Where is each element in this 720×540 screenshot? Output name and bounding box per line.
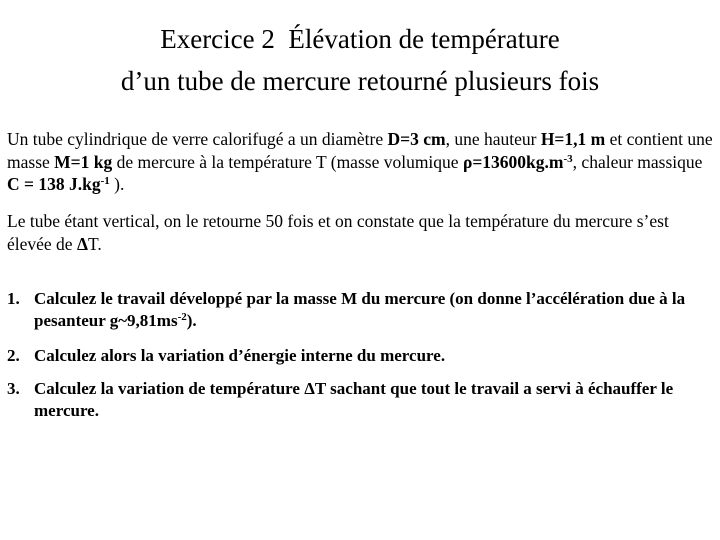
question-3-text: Calculez la variation de température (34, 379, 305, 398)
specific-heat-exponent: -1 (100, 175, 110, 187)
observation-statement (7, 210, 715, 255)
exercise-title-line2: d’un tube de mercure retourné plusieurs fois (120, 66, 600, 96)
diameter-value: D=3 cm (387, 129, 446, 149)
question-3 (7, 378, 715, 422)
exercise-title-line1 (0, 22, 720, 56)
question-2 (7, 345, 715, 367)
statement-text: Un tube cylindrique de verre calorifugé a un diamètre (7, 129, 388, 149)
question-3-text-end: T sachant que tout le travail a servi à échauffer le mercure. (34, 379, 674, 420)
delta-symbol: Δ (304, 379, 315, 398)
statement-text: et contient une masse (7, 129, 713, 172)
problem-statement (7, 128, 715, 196)
statement-text: , chaleur massique (572, 151, 703, 172)
rho-symbol: ρ (462, 151, 473, 172)
density-value: =13600kg.m (472, 151, 564, 172)
density-exponent: -3 (563, 152, 573, 165)
observation-text: T. (87, 233, 102, 254)
specific-heat-value: C = 138 J.kg (7, 174, 101, 194)
statement-text: , une hauteur (445, 129, 541, 149)
question-number: 3. (7, 379, 20, 398)
exercise-number: Exercice 2 (160, 24, 275, 54)
question-text (34, 288, 715, 332)
exercise-topic: Élévation de température (288, 24, 560, 54)
height-value: H=1,1 m (540, 129, 606, 149)
question-number: 2. (7, 346, 20, 365)
mass-value: M=1 kg (54, 151, 113, 172)
statement-text: de mercure à la température T (masse volumique (112, 151, 463, 172)
delta-symbol: Δ (76, 233, 88, 254)
question-1-end: ). (186, 311, 197, 330)
question-text: Calculez alors la variation d’énergie interne du mercure. (34, 346, 446, 365)
question-number: 1. (7, 289, 20, 308)
question-1 (7, 288, 715, 332)
gravity-exponent: -2 (177, 311, 187, 323)
observation-text: Le tube étant vertical, on le retourne 50 fois et on constate que la température du mercure s’est élevée de (7, 211, 669, 254)
question-1-text: Calculez le travail développé par la masse M du mercure (on donne l’accélération due à la pesanteur g~9,81ms (34, 289, 686, 330)
statement-text: ). (109, 174, 125, 194)
question-text (34, 378, 715, 422)
